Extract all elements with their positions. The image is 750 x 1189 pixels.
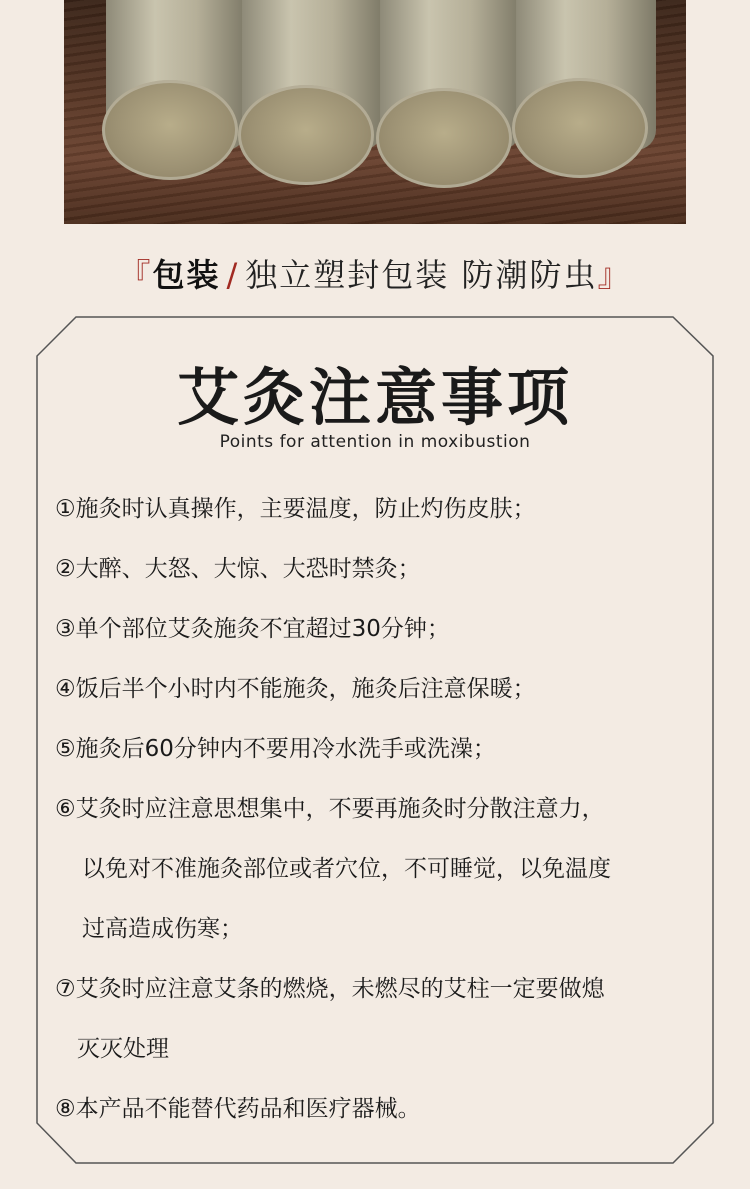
card-subtitle: Points for attention in moxibustion bbox=[219, 432, 531, 452]
tagline-slash: / bbox=[226, 256, 240, 294]
moxa-roll-end bbox=[376, 88, 512, 188]
list-item: ⑥艾灸时应注意思想集中，不要再施灸时分散注意力， bbox=[55, 796, 605, 822]
notice-list bbox=[55, 488, 705, 1148]
card-title: 艾灸注意事项 bbox=[176, 361, 573, 434]
moxa-roll-end bbox=[102, 80, 238, 180]
list-item: ③单个部位艾灸施灸不宜超过30分钟； bbox=[55, 616, 450, 642]
list-item: ⑦艾灸时应注意艾条的燃烧，未燃尽的艾柱一定要做熄 bbox=[55, 976, 605, 1002]
open-bracket: 『 bbox=[118, 256, 153, 294]
list-item: ①施灸时认真操作，主要温度，防止灼伤皮肤； bbox=[55, 496, 536, 522]
list-item: ⑤施灸后60分钟内不要用冷水洗手或洗澡； bbox=[55, 736, 496, 762]
list-item-continuation: 过高造成伤寒； bbox=[82, 916, 243, 942]
list-item-continuation: 灭灭处理 bbox=[77, 1036, 169, 1062]
product-photo bbox=[64, 0, 686, 224]
list-item: ④饭后半个小时内不能施灸，施灸后注意保暖； bbox=[55, 676, 536, 702]
close-bracket: 』 bbox=[597, 256, 632, 294]
list-item: ②大醉、大怒、大惊、大恐时禁灸； bbox=[55, 556, 421, 582]
list-item-continuation: 以免对不准施灸部位或者穴位，不可睡觉，以免温度 bbox=[82, 856, 611, 882]
moxa-roll-end bbox=[238, 85, 374, 185]
tagline-desc: 独立塑封包装 防潮防虫 bbox=[245, 256, 598, 294]
moxa-roll-end bbox=[512, 78, 648, 178]
packaging-tagline bbox=[0, 250, 750, 296]
list-item: ⑧本产品不能替代药品和医疗器械。 bbox=[55, 1096, 421, 1122]
tagline-label: 包装 bbox=[152, 256, 221, 294]
